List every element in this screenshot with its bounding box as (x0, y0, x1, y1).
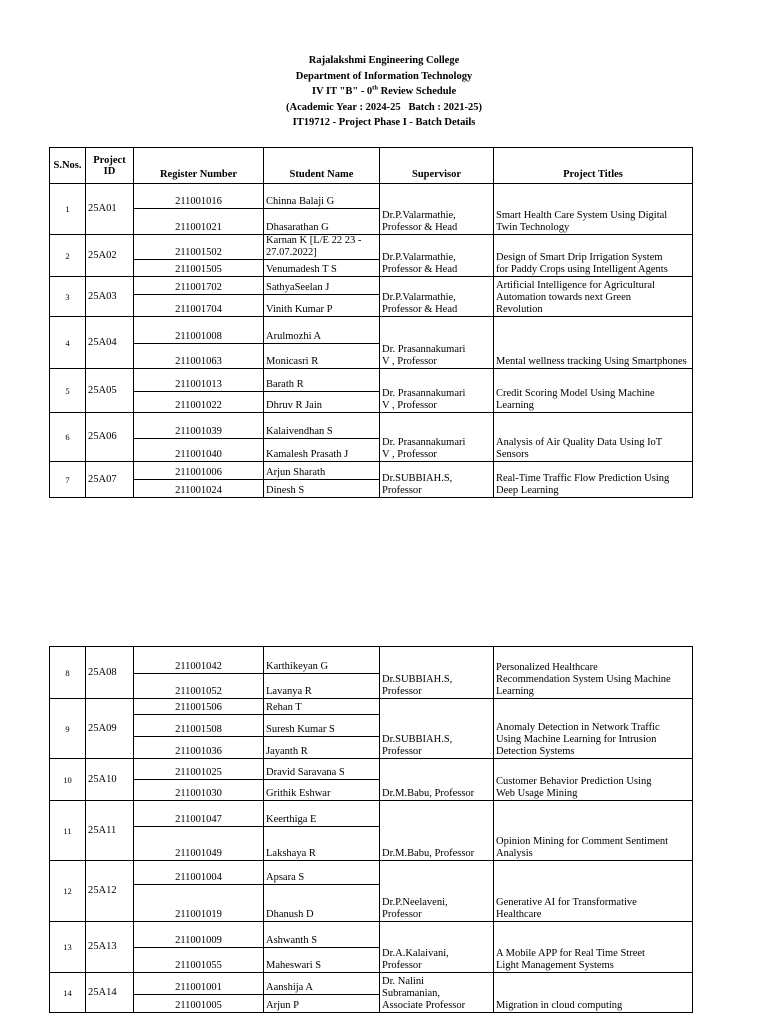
serial-number-cell: 3 (50, 277, 86, 317)
supervisor-cell: Dr.SUBBIAH.S, Professor (380, 462, 494, 498)
serial-number-cell: 9 (50, 699, 86, 759)
table-row (50, 647, 693, 674)
register-number-cell: 211001009 (134, 922, 264, 948)
register-number-cell: 211001016 (134, 184, 264, 209)
project-id-cell: 25A02 (86, 235, 134, 277)
register-number-cell: 211001019 (134, 885, 264, 922)
student-name-cell: Aanshija A (264, 973, 380, 995)
col-header-project-id: Project ID (86, 148, 134, 184)
course-title: IT19712 - Project Phase I - Batch Details (292, 117, 476, 128)
college-name: Rajalakshmi Engineering College (308, 55, 460, 66)
student-name-cell: Ashwanth S (264, 922, 380, 948)
project-title-cell: Migration in cloud computing (494, 973, 693, 1013)
table-header-row (50, 148, 693, 184)
student-name-cell: Keerthiga E (264, 801, 380, 827)
register-number-cell: 211001702 (134, 277, 264, 295)
table-row (50, 369, 693, 392)
register-number-cell: 211001052 (134, 674, 264, 699)
table-body (50, 184, 693, 498)
table-body (50, 647, 693, 1013)
serial-number-cell: 5 (50, 369, 86, 413)
student-name-cell: Lakshaya R (264, 827, 380, 861)
project-id-cell: 25A10 (86, 759, 134, 801)
serial-number-cell: 2 (50, 235, 86, 277)
student-name-cell: Chinna Balaji G (264, 184, 380, 209)
project-id-cell: 25A07 (86, 462, 134, 498)
table-row (50, 317, 693, 344)
register-number-cell: 211001505 (134, 260, 264, 277)
table-row (50, 235, 693, 260)
serial-number-cell: 11 (50, 801, 86, 861)
student-name-cell: Vinith Kumar P (264, 295, 380, 317)
project-title-cell: A Mobile APP for Real Time Street Light Management Systems (494, 922, 693, 973)
student-name-cell: Rehan T (264, 699, 380, 715)
register-number-cell: 211001039 (134, 413, 264, 439)
supervisor-cell: Dr. Nalini Subramanian, Associate Professor (380, 973, 494, 1013)
supervisor-cell: Dr.SUBBIAH.S, Professor (380, 647, 494, 699)
project-title-cell: Generative AI for Transformative Healthcare (494, 861, 693, 922)
student-name-cell: SathyaSeelan J (264, 277, 380, 295)
table-row (50, 973, 693, 995)
batch-table-part-2 (49, 646, 693, 1013)
project-title-cell: Opinion Mining for Comment Sentiment Analysis (494, 801, 693, 861)
student-name-cell: Arjun P (264, 995, 380, 1013)
student-name-cell: Venumadesh T S (264, 260, 380, 277)
register-number-cell: 211001006 (134, 462, 264, 480)
table-row (50, 922, 693, 948)
project-title-cell: Artificial Intelligence for Agricultural Automation towards next Green Revolution (494, 277, 693, 317)
supervisor-cell: Dr.SUBBIAH.S, Professor (380, 699, 494, 759)
project-id-cell: 25A04 (86, 317, 134, 369)
project-title-cell: Credit Scoring Model Using Machine Learning (494, 369, 693, 413)
register-number-cell: 211001001 (134, 973, 264, 995)
table-row (50, 861, 693, 885)
student-name-cell: Kalaivendhan S (264, 413, 380, 439)
supervisor-cell: Dr.P.Valarmathie, Professor & Head (380, 235, 494, 277)
supervisor-cell: Dr.M.Babu, Professor (380, 759, 494, 801)
project-title-cell: Personalized Healthcare Recommendation System Using Machine Learning (494, 647, 693, 699)
serial-number-cell: 10 (50, 759, 86, 801)
project-title-cell: Mental wellness tracking Using Smartphones (494, 317, 693, 369)
register-number-cell: 211001042 (134, 647, 264, 674)
student-name-cell: Grithik Eshwar (264, 780, 380, 801)
supervisor-cell: Dr.P.Valarmathie, Professor & Head (380, 184, 494, 235)
register-number-cell: 211001008 (134, 317, 264, 344)
register-number-cell: 211001024 (134, 480, 264, 498)
student-name-cell: Maheswari S (264, 948, 380, 973)
student-name-cell: Jayanth R (264, 737, 380, 759)
register-number-cell: 211001049 (134, 827, 264, 861)
student-name-cell: Dhruv R Jain (264, 392, 380, 413)
table-row (50, 462, 693, 480)
table-row (50, 801, 693, 827)
serial-number-cell: 13 (50, 922, 86, 973)
table-row (50, 759, 693, 780)
col-header-student-name: Student Name (264, 148, 380, 184)
project-id-cell: 25A11 (86, 801, 134, 861)
register-number-cell: 211001063 (134, 344, 264, 369)
col-header-register-number: Register Number (134, 148, 264, 184)
project-id-cell: 25A03 (86, 277, 134, 317)
serial-number-cell: 4 (50, 317, 86, 369)
student-name-cell: Dravid Saravana S (264, 759, 380, 780)
supervisor-cell: Dr.P.Valarmathie, Professor & Head (380, 277, 494, 317)
student-name-cell: Karthikeyan G (264, 647, 380, 674)
serial-number-cell: 6 (50, 413, 86, 462)
register-number-cell: 211001025 (134, 759, 264, 780)
schedule-title-sup: th (372, 84, 378, 92)
supervisor-cell: Dr. Prasannakumari V , Professor (380, 369, 494, 413)
serial-number-cell: 12 (50, 861, 86, 922)
register-number-cell: 211001021 (134, 209, 264, 235)
project-id-cell: 25A12 (86, 861, 134, 922)
register-number-cell: 211001704 (134, 295, 264, 317)
student-name-cell: Monicasri R (264, 344, 380, 369)
project-title-cell: Real-Time Traffic Flow Prediction Using Deep Learning (494, 462, 693, 498)
supervisor-cell: Dr. Prasannakumari V , Professor (380, 413, 494, 462)
project-id-cell: 25A08 (86, 647, 134, 699)
table-row (50, 184, 693, 209)
register-number-cell: 211001005 (134, 995, 264, 1013)
project-title-cell: Analysis of Air Quality Data Using IoT Sensors (494, 413, 693, 462)
batch-table-part-1 (49, 147, 693, 498)
register-number-cell: 211001508 (134, 715, 264, 737)
register-number-cell: 211001004 (134, 861, 264, 885)
supervisor-cell: Dr.M.Babu, Professor (380, 801, 494, 861)
table-row (50, 277, 693, 295)
register-number-cell: 211001502 (134, 235, 264, 260)
serial-number-cell: 7 (50, 462, 86, 498)
project-title-cell: Anomaly Detection in Network Traffic Using Machine Learning for Intrusion Detection Systems (494, 699, 693, 759)
student-name-cell: Dinesh S (264, 480, 380, 498)
schedule-title-rest: Review Schedule (377, 86, 457, 97)
student-name-cell: Apsara S (264, 861, 380, 885)
serial-number-cell: 14 (50, 973, 86, 1013)
col-header-sno: S.Nos. (50, 148, 86, 184)
student-name-cell: Barath R (264, 369, 380, 392)
supervisor-cell: Dr.P.Neelaveni, Professor (380, 861, 494, 922)
student-name-cell: Lavanya R (264, 674, 380, 699)
project-id-cell: 25A09 (86, 699, 134, 759)
academic-year: (Academic Year : 2024-25 Batch : 2021-25) (286, 101, 482, 113)
serial-number-cell: 1 (50, 184, 86, 235)
table-row (50, 699, 693, 715)
supervisor-cell: Dr. Prasannakumari V , Professor (380, 317, 494, 369)
project-id-cell: 25A13 (86, 922, 134, 973)
document-header (0, 53, 768, 131)
table-row (50, 413, 693, 439)
register-number-cell: 211001036 (134, 737, 264, 759)
schedule-title-main: IV IT "B" - 0 (311, 86, 373, 97)
register-number-cell: 211001030 (134, 780, 264, 801)
student-name-cell: Kamalesh Prasath J (264, 439, 380, 462)
student-name-cell: Arulmozhi A (264, 317, 380, 344)
project-id-cell: 25A06 (86, 413, 134, 462)
project-id-cell: 25A14 (86, 973, 134, 1013)
supervisor-cell: Dr.A.Kalaivani, Professor (380, 922, 494, 973)
register-number-cell: 211001022 (134, 392, 264, 413)
serial-number-cell: 8 (50, 647, 86, 699)
project-id-cell: 25A05 (86, 369, 134, 413)
student-name-cell: Dhasarathan G (264, 209, 380, 235)
col-header-supervisor: Supervisor (380, 148, 494, 184)
project-title-cell: Smart Health Care System Using Digital Twin Technology (494, 184, 693, 235)
student-name-cell: Suresh Kumar S (264, 715, 380, 737)
schedule-title (0, 84, 768, 100)
register-number-cell: 211001047 (134, 801, 264, 827)
register-number-cell: 211001055 (134, 948, 264, 973)
student-name-cell: Karnan K [L/E 22 23 - 27.07.2022] (264, 235, 380, 260)
student-name-cell: Arjun Sharath (264, 462, 380, 480)
register-number-cell: 211001013 (134, 369, 264, 392)
project-title-cell: Design of Smart Drip Irrigation System for Paddy Crops using Intelligent Agents (494, 235, 693, 277)
project-id-cell: 25A01 (86, 184, 134, 235)
register-number-cell: 211001506 (134, 699, 264, 715)
col-header-project-titles: Project Titles (494, 148, 693, 184)
student-name-cell: Dhanush D (264, 885, 380, 922)
register-number-cell: 211001040 (134, 439, 264, 462)
department-name: Department of Information Technology (295, 70, 473, 82)
project-title-cell: Customer Behavior Prediction Using Web Usage Mining (494, 759, 693, 801)
